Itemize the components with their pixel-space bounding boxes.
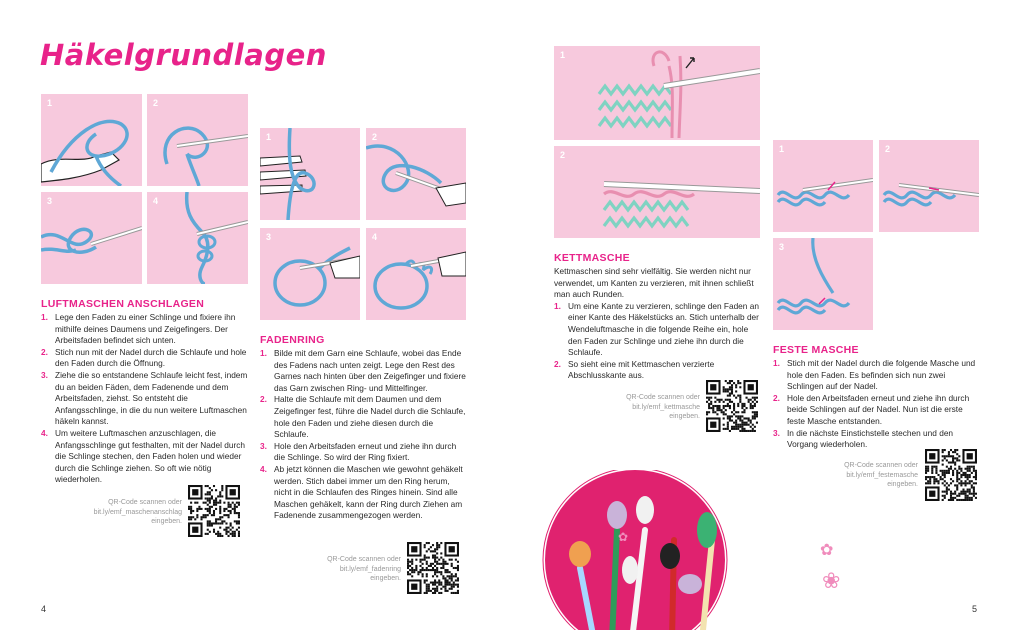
step-number: 2 bbox=[153, 98, 159, 108]
luftmaschen-panel-3 bbox=[41, 192, 142, 284]
single-crochet-step2-illustration bbox=[879, 140, 979, 232]
feste-masche-instructions bbox=[773, 358, 979, 451]
finger-puppets-photo bbox=[542, 470, 728, 630]
qr-code[interactable] bbox=[706, 380, 758, 432]
step-number: 1 bbox=[560, 50, 566, 60]
list-item: 1. Bilde mit dem Garn eine Schlaufe, wobei das Ende des Fadens nach unten zeigt. Lege den Rest des Garnes nach hinten über den Zeigefinger und fixiere das Garn zwischen Ring- und Mittelfinger. bbox=[260, 348, 466, 393]
step-number: 4 bbox=[372, 232, 378, 242]
list-item: 4. Ab jetzt können die Maschen wie gewohnt gehäkelt werden. Stich dabei immer um den Ring herum, nicht in die Schlaufen des Ringes hinein. Sind alle Maschen gehäkelt, kann der Ring durch Ziehen am Fadenende zusammengezogen werden. bbox=[260, 463, 463, 521]
step-number: 3 bbox=[266, 232, 272, 242]
feste-masche-panel-2 bbox=[879, 140, 979, 232]
hand-loop-illustration bbox=[41, 94, 142, 186]
fadenring-panel-3 bbox=[260, 228, 360, 320]
kettmasche-instructions bbox=[554, 266, 760, 382]
fadenring-panel-2 bbox=[366, 128, 466, 220]
list-item: 1. Stich mit der Nadel durch die folgende Masche und hole den Faden. Es befinden sich nun zwei Schlingen auf der Nadel. bbox=[773, 358, 976, 392]
qr-code-pattern bbox=[407, 542, 459, 594]
feste-masche-panel-3 bbox=[773, 238, 873, 330]
fadenring-panel-4 bbox=[366, 228, 466, 320]
kettmasche-panel-1 bbox=[554, 46, 760, 140]
step-number: 2 bbox=[372, 132, 378, 142]
feste-masche-qr-note: QR-Code scannen oder bit.ly/emf_festemasche eingeben. bbox=[844, 462, 918, 488]
qr-code[interactable] bbox=[188, 485, 240, 537]
step-number: 1 bbox=[779, 144, 785, 154]
fadenring-heading: FADENRING bbox=[260, 334, 325, 346]
ring-hook-illustration bbox=[366, 128, 466, 220]
step-number: 3 bbox=[47, 196, 53, 206]
kettmasche-heading: KETTMASCHE bbox=[554, 252, 630, 264]
hook-through-loop-illustration bbox=[147, 94, 248, 186]
kettmasche-intro: Kettmaschen sind sehr vielfältig. Sie werden nicht nur verwendet, um Kanten zu verzieren, mit ihnen schließt man auch Runden. bbox=[554, 266, 754, 300]
qr-code[interactable] bbox=[925, 449, 977, 501]
list-item: 2. Halte die Schlaufe mit dem Daumen und dem Zeigefinger fest, führe die Nadel durch die Schlaufe, hole den Faden und ziehe diesen durch die Schlaufe. bbox=[260, 394, 466, 440]
slip-stitch-edge-illustration bbox=[554, 46, 760, 140]
list-item: 2. So sieht eine mit Kettmaschen verzierte Abschlusskante aus. bbox=[554, 358, 715, 381]
luftmaschen-heading: LUFTMASCHEN ANSCHLAGEN bbox=[41, 298, 205, 310]
luftmaschen-panel-2 bbox=[147, 94, 248, 186]
step-number: 1 bbox=[266, 132, 272, 142]
single-crochet-step1-illustration bbox=[773, 140, 873, 232]
flower-icon: ✿ bbox=[618, 530, 629, 544]
kettmasche-qr-note: QR-Code scannen oder bit.ly/emf_kettmasche eingeben. bbox=[626, 394, 700, 420]
chain-stitch-illustration bbox=[147, 192, 248, 284]
list-item: 3. Hole den Arbeitsfaden erneut und ziehe ihn durch die Schlinge. So wird der Ring fixiert. bbox=[260, 440, 457, 463]
step-number: 3 bbox=[779, 242, 785, 252]
feste-masche-panel-1 bbox=[773, 140, 873, 232]
slip-knot-illustration bbox=[41, 192, 142, 284]
fadenring-qr-note: QR-Code scannen oder bit.ly/emf_fadenring eingeben. bbox=[327, 556, 401, 582]
step-number: 1 bbox=[47, 98, 53, 108]
list-item: 2. Hole den Arbeitsfaden erneut und ziehe ihn durch beide Schlingen auf der Nadel. Nun ist die erste feste Masche entstanden. bbox=[773, 392, 970, 426]
qr-code-pattern bbox=[925, 449, 977, 501]
step-number: 4 bbox=[153, 196, 159, 206]
qr-code-pattern bbox=[706, 380, 758, 432]
flower-icon: ❀ bbox=[822, 568, 841, 593]
feste-masche-heading: FESTE MASCHE bbox=[773, 344, 859, 356]
step-number: 2 bbox=[560, 150, 566, 160]
ring-fix-illustration bbox=[260, 228, 360, 320]
list-item: 2. Stich nun mit der Nadel durch die Schlaufe und hole den Faden durch die Öffnung. bbox=[41, 346, 247, 369]
qr-code[interactable] bbox=[407, 542, 459, 594]
list-item: 1. Um eine Kante zu verzieren, schlinge den Faden an einer Kante des Häkelstücks an. Stich unterhalb der Wendeluftmasche in die folgende Reihe ein, hole den Faden zur Schlinge und ziehe ihn durch die Schlaufe. bbox=[554, 300, 759, 358]
luftmaschen-instructions bbox=[41, 312, 249, 486]
single-crochet-step3-illustration bbox=[773, 238, 873, 330]
finished-edge-illustration bbox=[554, 146, 760, 238]
luftmaschen-panel-1 bbox=[41, 94, 142, 186]
qr-code-pattern bbox=[188, 485, 240, 537]
luftmaschen-panel-4 bbox=[147, 192, 248, 284]
list-item: 4. Um weitere Luftmaschen anzuschlagen, die Anfangsschlinge gut festhalten, mit der Nadel durch die Schlinge stechen, den Faden holen und wieder durch die Schlinge ziehen. So oft wie nötig wiederholen. bbox=[41, 427, 246, 485]
hand-ring-illustration bbox=[260, 128, 360, 220]
page-title: Häkelgrundlagen bbox=[40, 38, 327, 72]
kettmasche-panel-2 bbox=[554, 146, 760, 238]
page-number-left: 4 bbox=[41, 604, 47, 614]
list-item: 3. In die nächste Einstichstelle stechen und den Vorgang wiederholen. bbox=[773, 427, 954, 450]
flower-icon: ✿ bbox=[820, 542, 834, 559]
ring-stitches-illustration bbox=[366, 228, 466, 320]
fadenring-instructions bbox=[260, 348, 466, 522]
page-number-right: 5 bbox=[972, 604, 978, 614]
luftmaschen-qr-note: QR-Code scannen oder bit.ly/emf_maschenanschlag eingeben. bbox=[93, 499, 182, 525]
list-item: 1. Lege den Faden zu einer Schlinge und fixiere ihn mithilfe deines Daumens und Zeigefingers. Der Arbeitsfaden befindet sich unten. bbox=[41, 312, 236, 346]
list-item: 3. Ziehe die so entstandene Schlaufe leicht fest, indem du an beiden Fäden, dem Fadenende und dem Arbeitsfaden, ziehst. So entsteht die Anfangsschlinge, in die du nun weitere Luftmaschen häkeln kannst. bbox=[41, 369, 248, 427]
fadenring-panel-1 bbox=[260, 128, 360, 220]
step-number: 2 bbox=[885, 144, 891, 154]
